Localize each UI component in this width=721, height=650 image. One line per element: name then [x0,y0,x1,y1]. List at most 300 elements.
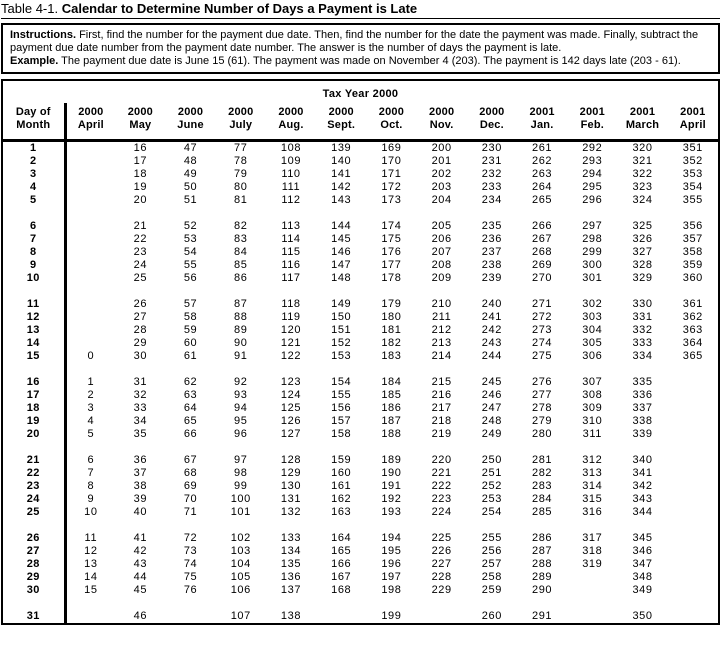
value-cell: 117 [281,272,301,284]
value-cell [65,141,115,156]
value-cell: 181 [381,324,402,336]
calendar-row-29 [3,571,718,584]
value-cell: 342 [632,480,653,492]
value-cell: 194 [381,532,402,544]
value-cell: 130 [280,480,302,492]
value-cell: 251 [481,467,502,479]
value-cell [668,467,718,480]
value-cell: 217 [431,402,452,414]
value-cell: 185 [381,389,402,401]
value-cell: 139 [331,142,352,154]
value-cell [65,311,115,324]
tax-year-row [3,81,718,103]
value-cell: 68 [183,467,198,479]
value-cell: 276 [532,376,553,388]
value-cell: 305 [582,337,603,349]
instructions-box [1,23,720,74]
value-cell [65,298,115,311]
day-cell-18: 18 [3,402,65,415]
value-cell: 267 [532,233,553,245]
value-cell: 284 [532,493,553,505]
month-header-2001-jan: 2001 Jan. [517,103,567,141]
value-cell: 280 [532,428,553,440]
value-cell: 172 [381,181,402,193]
value-cell: 37 [133,467,148,479]
value-cell: 6 [87,454,95,466]
value-cell: 332 [632,324,653,336]
day-cell-12: 12 [3,311,65,324]
value-cell: 270 [532,272,553,284]
value-cell: 69 [183,480,198,492]
value-cell [668,402,718,415]
value-cell: 286 [532,532,553,544]
value-cell: 149 [331,298,352,310]
value-cell: 322 [632,168,653,180]
month-header-2000-april: 2000 April [65,103,115,141]
calendar-row-4 [3,181,718,194]
value-cell: 304 [582,324,603,336]
calendar-row-28 [3,558,718,571]
day-cell-15: 15 [3,350,65,363]
value-cell: 164 [331,532,352,544]
value-cell: 46 [133,610,148,622]
column-header-row [3,103,718,141]
month-header-2000-nov: 2000 Nov. [417,103,467,141]
value-cell: 213 [431,337,452,349]
value-cell: 283 [532,480,553,492]
value-cell: 186 [381,402,402,414]
calendar-row-7 [3,233,718,246]
value-cell: 296 [582,194,603,206]
value-cell: 60 [183,337,198,349]
value-cell: 353 [682,168,703,180]
value-cell [668,584,718,597]
value-cell: 266 [532,220,553,232]
group-spacer-row [3,441,718,454]
calendar-row-23 [3,480,718,493]
value-cell: 242 [481,324,502,336]
value-cell: 100 [230,493,251,505]
value-cell [668,493,718,506]
value-cell: 20 [133,194,148,206]
value-cell [65,324,115,337]
value-cell: 206 [431,233,452,245]
value-cell: 119 [281,311,301,323]
calendar-row-25 [3,506,718,519]
value-cell: 143 [331,194,352,206]
value-cell: 54 [183,246,198,258]
value-cell: 110 [281,168,301,180]
calendar-row-31 [3,610,718,623]
value-cell: 344 [632,506,653,518]
value-cell: 52 [183,220,198,232]
value-cell: 176 [381,246,402,258]
month-header-2001-feb: 2001 Feb. [567,103,617,141]
value-cell: 50 [183,181,198,193]
value-cell: 347 [632,558,653,570]
value-cell: 163 [331,506,352,518]
value-cell: 62 [183,376,198,388]
value-cell: 135 [280,558,302,570]
value-cell: 272 [532,311,553,323]
value-cell: 229 [431,584,452,596]
value-cell: 91 [234,350,248,362]
value-cell: 260 [481,610,502,622]
value-cell: 216 [431,389,452,401]
value-cell: 224 [431,506,452,518]
value-cell: 290 [532,584,553,596]
value-cell: 82 [234,220,248,232]
value-cell: 14 [84,571,98,583]
value-cell: 174 [381,220,402,232]
value-cell: 261 [532,142,553,154]
value-cell: 109 [280,155,302,167]
value-cell: 354 [682,181,703,193]
value-cell: 356 [682,220,703,232]
value-cell: 300 [582,259,603,271]
value-cell: 30 [133,350,148,362]
day-cell-22: 22 [3,467,65,480]
value-cell [668,480,718,493]
value-cell: 289 [532,571,553,583]
title-divider [1,18,720,19]
day-cell-26: 26 [3,532,65,545]
value-cell: 22 [133,233,148,245]
value-cell: 150 [331,311,352,323]
value-cell: 78 [234,155,248,167]
value-cell [668,415,718,428]
value-cell: 297 [582,220,603,232]
value-cell: 70 [183,493,198,505]
value-cell: 190 [381,467,402,479]
value-cell: 3 [87,402,95,414]
value-cell [668,376,718,389]
value-cell: 31 [133,376,148,388]
value-cell: 131 [280,493,302,505]
value-cell: 320 [632,142,653,154]
value-cell: 120 [280,324,302,336]
calendar-row-18 [3,402,718,415]
value-cell: 253 [481,493,502,505]
value-cell: 291 [532,610,553,622]
value-cell: 74 [183,558,198,570]
month-header-2000-oct: 2000 Oct. [366,103,416,141]
value-cell [668,571,718,584]
value-cell [567,571,617,584]
value-cell: 325 [632,220,653,232]
value-cell: 295 [582,181,603,193]
calendar-row-2 [3,155,718,168]
value-cell: 326 [632,233,653,245]
value-cell: 35 [133,428,148,440]
value-cell: 113 [281,220,301,232]
value-cell: 79 [234,168,248,180]
value-cell: 107 [230,610,251,622]
value-cell: 40 [133,506,148,518]
value-cell: 16 [133,142,148,154]
value-cell: 348 [632,571,653,583]
value-cell: 51 [183,194,198,206]
value-cell [668,545,718,558]
value-cell: 99 [234,480,248,492]
value-cell: 239 [481,272,502,284]
calendar-row-26 [3,532,718,545]
value-cell: 123 [280,376,302,388]
group-spacer-row [3,207,718,220]
calendar-row-11 [3,298,718,311]
day-cell-30: 30 [3,584,65,597]
value-cell: 254 [481,506,502,518]
instructions-line [10,29,710,55]
value-cell: 26 [133,298,148,310]
value-cell: 1 [87,376,95,388]
value-cell: 153 [331,350,352,362]
value-cell: 343 [632,493,653,505]
value-cell: 0 [87,350,95,362]
value-cell: 323 [632,181,653,193]
month-header-2000-dec: 2000 Dec. [467,103,517,141]
value-cell: 222 [431,480,452,492]
value-cell: 314 [582,480,603,492]
value-cell [65,246,115,259]
value-cell: 352 [682,155,703,167]
value-cell: 321 [632,155,653,167]
calendar-row-12 [3,311,718,324]
value-cell: 84 [234,246,248,258]
day-cell-7: 7 [3,233,65,246]
value-cell: 215 [431,376,452,388]
value-cell: 67 [183,454,198,466]
value-cell: 77 [234,142,248,154]
calendar-table-box [1,79,720,625]
day-header-line-1: Day of [15,106,51,118]
value-cell: 293 [582,155,603,167]
value-cell: 248 [481,415,502,427]
value-cell: 36 [133,454,148,466]
value-cell: 147 [331,259,352,271]
value-cell: 97 [234,454,248,466]
day-cell-2: 2 [3,155,65,168]
value-cell: 171 [381,168,402,180]
value-cell: 196 [381,558,402,570]
table-number: Table 4-1. [1,1,59,16]
value-cell: 168 [331,584,352,596]
value-cell: 129 [280,467,302,479]
group-spacer-row [3,519,718,532]
calendar-row-6 [3,220,718,233]
calendar-table [3,81,718,623]
value-cell: 311 [582,428,602,440]
tax-year-caption: Tax Year 2000 [322,88,399,100]
value-cell: 179 [381,298,402,310]
value-cell: 264 [532,181,553,193]
value-cell: 218 [431,415,452,427]
value-cell [65,610,115,623]
value-cell: 349 [632,584,653,596]
value-cell: 310 [582,415,603,427]
day-cell-6: 6 [3,220,65,233]
value-cell: 333 [632,337,653,349]
value-cell: 80 [234,181,248,193]
value-cell: 165 [331,545,352,557]
value-cell: 151 [331,324,352,336]
value-cell: 275 [532,350,553,362]
value-cell [65,155,115,168]
value-cell: 230 [481,142,502,154]
day-cell-11: 11 [3,298,65,311]
value-cell: 299 [582,246,603,258]
value-cell: 13 [84,558,98,570]
month-header-2000-july: 2000 July [216,103,266,141]
value-cell: 183 [381,350,402,362]
value-cell: 156 [331,402,352,414]
value-cell: 101 [230,506,251,518]
value-cell: 195 [381,545,402,557]
calendar-row-30 [3,584,718,597]
value-cell: 255 [481,532,502,544]
value-cell: 161 [331,480,352,492]
value-cell: 303 [582,311,603,323]
spacer-cell [65,207,718,220]
value-cell: 32 [133,389,148,401]
value-cell: 116 [281,259,301,271]
value-cell: 193 [381,506,402,518]
month-header-2000-sept: 2000 Sept. [316,103,366,141]
value-cell: 114 [281,233,301,245]
value-cell: 160 [331,467,352,479]
value-cell: 258 [481,571,502,583]
value-cell [567,584,617,597]
value-cell: 292 [582,142,603,154]
value-cell: 200 [431,142,452,154]
value-cell: 360 [682,272,703,284]
value-cell: 336 [632,389,653,401]
value-cell: 27 [133,311,148,323]
calendar-row-14 [3,337,718,350]
value-cell: 249 [481,428,502,440]
table-title [1,2,720,18]
spacer-cell [65,519,718,532]
value-cell: 89 [234,324,248,336]
value-cell: 212 [431,324,452,336]
table-title-text: Calendar to Determine Number of Days a Payment is Late [61,1,418,16]
value-cell: 359 [682,259,703,271]
value-cell: 205 [431,220,452,232]
value-cell: 211 [431,311,452,323]
value-cell: 219 [431,428,452,440]
calendar-row-1 [3,141,718,156]
value-cell: 263 [532,168,553,180]
day-cell-19: 19 [3,415,65,428]
value-cell: 238 [481,259,502,271]
value-cell: 350 [632,610,653,622]
day-cell-17: 17 [3,389,65,402]
value-cell: 177 [381,259,402,271]
value-cell: 250 [481,454,502,466]
spacer-day-cell [3,441,65,454]
value-cell: 316 [582,506,603,518]
value-cell: 324 [632,194,653,206]
value-cell [668,532,718,545]
value-cell: 48 [183,155,198,167]
value-cell: 64 [183,402,198,414]
day-cell-20: 20 [3,428,65,441]
value-cell: 362 [682,311,703,323]
value-cell: 279 [532,415,553,427]
value-cell: 245 [481,376,502,388]
value-cell: 214 [431,350,452,362]
month-header-2000-june: 2000 June [165,103,215,141]
value-cell [668,610,718,623]
value-cell: 155 [331,389,352,401]
value-cell: 98 [234,467,248,479]
value-cell [417,610,467,623]
day-cell-5: 5 [3,194,65,207]
value-cell: 126 [280,415,302,427]
day-cell-25: 25 [3,506,65,519]
value-cell: 228 [431,571,452,583]
value-cell: 134 [280,545,302,557]
value-cell: 45 [133,584,148,596]
day-cell-9: 9 [3,259,65,272]
calendar-row-22 [3,467,718,480]
value-cell: 76 [183,584,198,596]
value-cell: 294 [582,168,603,180]
value-cell [668,389,718,402]
spacer-day-cell [3,363,65,376]
value-cell: 8 [87,480,95,492]
instructions-label: Instructions. [10,29,77,41]
value-cell: 118 [281,298,301,310]
value-cell: 10 [84,506,98,518]
value-cell: 4 [87,415,95,427]
value-cell: 189 [381,454,402,466]
day-of-month-header [3,103,65,141]
value-cell: 269 [532,259,553,271]
value-cell: 133 [280,532,302,544]
value-cell: 226 [431,545,452,557]
value-cell: 208 [431,259,452,271]
value-cell: 278 [532,402,553,414]
value-cell: 42 [133,545,148,557]
value-cell: 187 [381,415,402,427]
value-cell: 327 [632,246,653,258]
value-cell: 328 [632,259,653,271]
value-cell: 220 [431,454,452,466]
value-cell: 288 [532,558,553,570]
value-cell: 301 [582,272,603,284]
value-cell [65,194,115,207]
month-header-2000-aug: 2000 Aug. [266,103,316,141]
value-cell: 277 [532,389,553,401]
calendar-row-10 [3,272,718,285]
value-cell: 41 [133,532,148,544]
day-header-line-2: Month [16,119,51,131]
value-cell: 106 [230,584,251,596]
value-cell: 335 [632,376,653,388]
calendar-row-20 [3,428,718,441]
spacer-day-cell [3,207,65,220]
value-cell: 96 [234,428,248,440]
value-cell: 198 [381,584,402,596]
value-cell: 268 [532,246,553,258]
value-cell: 102 [230,532,251,544]
day-cell-1: 1 [3,141,65,156]
value-cell: 221 [431,467,452,479]
value-cell: 128 [280,454,302,466]
value-cell: 363 [682,324,703,336]
value-cell: 209 [431,272,452,284]
